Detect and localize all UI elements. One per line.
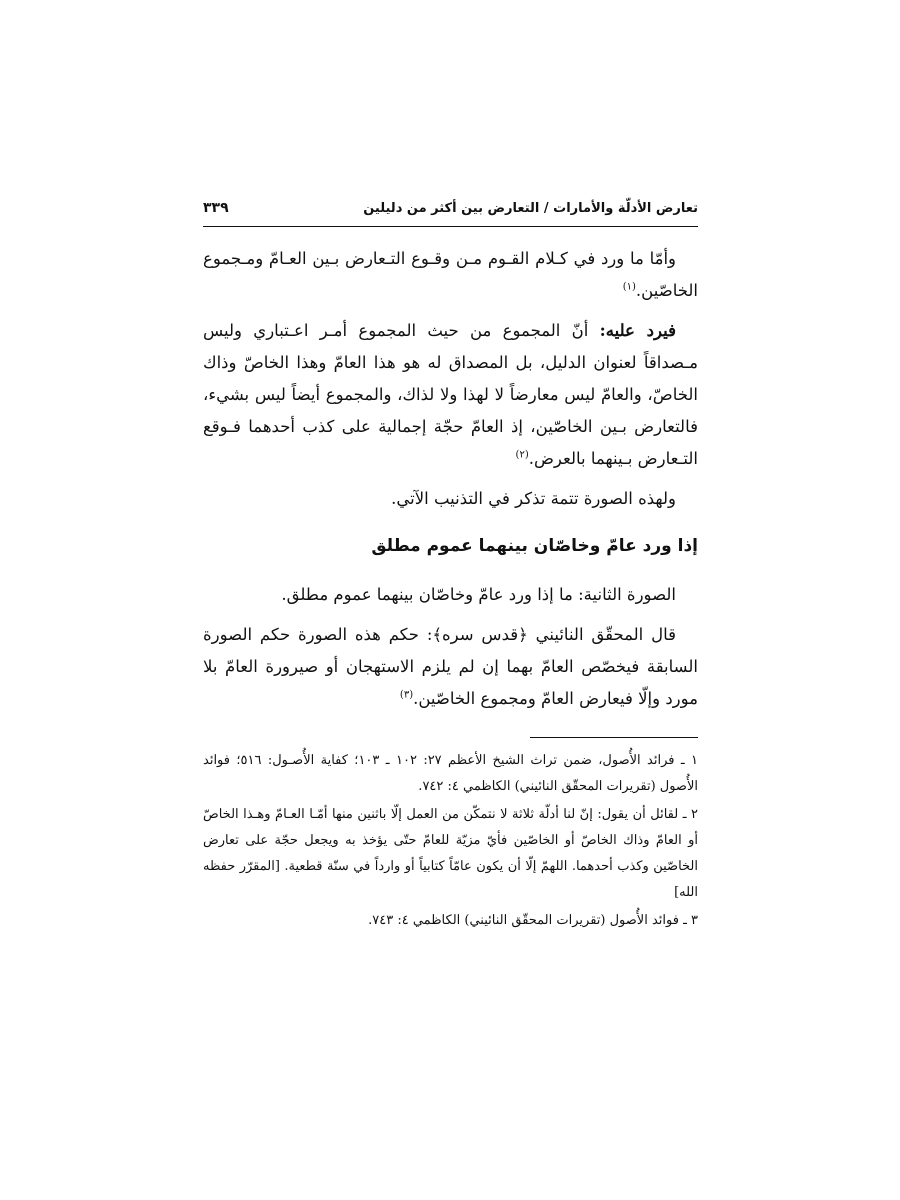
footnote-2: ٢ ـ لقائل أن يقول: إنّ لنا أدلّة ثلاثة لا نتمكّن من العمل إلّا باثنين منها أمّـا العـامّ وهـذا الخاصّ أو العامّ وذاك الخاصّ أو الخاصّين فأيّ مزيّة للعامّ حتّى يؤخذ به ويجعل حجّة على تعارض الخاصّين وكذب أحدهما. اللهمّ إلّا أن يكون عامّاً كتابياً أو وارداً في سنّة قطعية. [المقرّر حفظه الله] <box>203 807 698 900</box>
footnote-ref-3[interactable]: (٣) <box>399 689 414 701</box>
paragraph-1 <box>203 243 698 307</box>
running-title: تعارض الأدلّة والأمارات / التعارض بين أكثر من دليلين <box>363 200 698 216</box>
main-text <box>203 243 698 715</box>
book-page <box>203 196 698 934</box>
paragraph-2-text: أنّ المجموع من حيث المجموع أمـر اعـتباري وليس مـصداقاً لعنوان الدليل، بل المصداق له هو هذا العامّ وهذا الخاصّ وذاك الخاصّ، والعامّ ليس معارضاً لا لهذا ولا لذاك، والمجموع أيضاً ليس بشيء، فالتعارض بـين الخاصّين، إذ العامّ حجّة إجمالية على كذب أحدهما فـوقع التـعارض بـينهما بالعرض. <box>203 321 698 468</box>
footnote-divider <box>530 737 698 738</box>
paragraph-5 <box>203 619 698 715</box>
paragraph-2-lead: فيرد عليه: <box>599 321 676 340</box>
paragraph-2 <box>203 315 698 475</box>
running-header <box>203 196 698 227</box>
footnote-1: ١ ـ فرائد الأُصول، ضمن تراث الشيخ الأعظم ٢٧: ١٠٢ ـ ١٠٣؛ كفاية الأُصـول: ٥١٦؛ فوائد الأُصول (تقريرات المحقّق النائيني) الكاظمي ٤: ٧٤٢. <box>203 753 699 794</box>
footnotes <box>203 748 698 934</box>
paragraph-1-text: وأمّا ما ورد في كـلام القـوم مـن وقـوع التـعارض بـين العـامّ ومـجموع الخاصّين. <box>203 249 698 300</box>
footnote-ref-1[interactable]: (١) <box>622 281 636 293</box>
footnote-3: ٣ ـ فوائد الأُصول (تقريرات المحقّق النائيني) الكاظمي ٤: ٧٤٣. <box>368 913 698 928</box>
footnote-ref-2[interactable]: (٢) <box>515 449 529 461</box>
page-number: ٣٣٩ <box>203 200 229 216</box>
paragraph-5-text: قال المحقّق النائيني ﴿قدس سره﴾: حكم هذه الصورة حكم الصورة السابقة فيخصّص العامّ بهما إن لم يلزم الاستهجان أو صيرورة العامّ بلا مورد وإلّا فيعارض العامّ ومجموع الخاصّين. <box>203 625 698 708</box>
paragraph-4: الصورة الثانية: ما إذا ورد عامّ وخاصّان بينهما عموم مطلق. <box>281 585 676 604</box>
section-heading: إذا ورد عامّ وخاصّان بينهما عموم مطلق <box>371 536 698 556</box>
paragraph-3: ولهذه الصورة تتمة تذكر في التذنيب الآتي. <box>391 489 676 508</box>
